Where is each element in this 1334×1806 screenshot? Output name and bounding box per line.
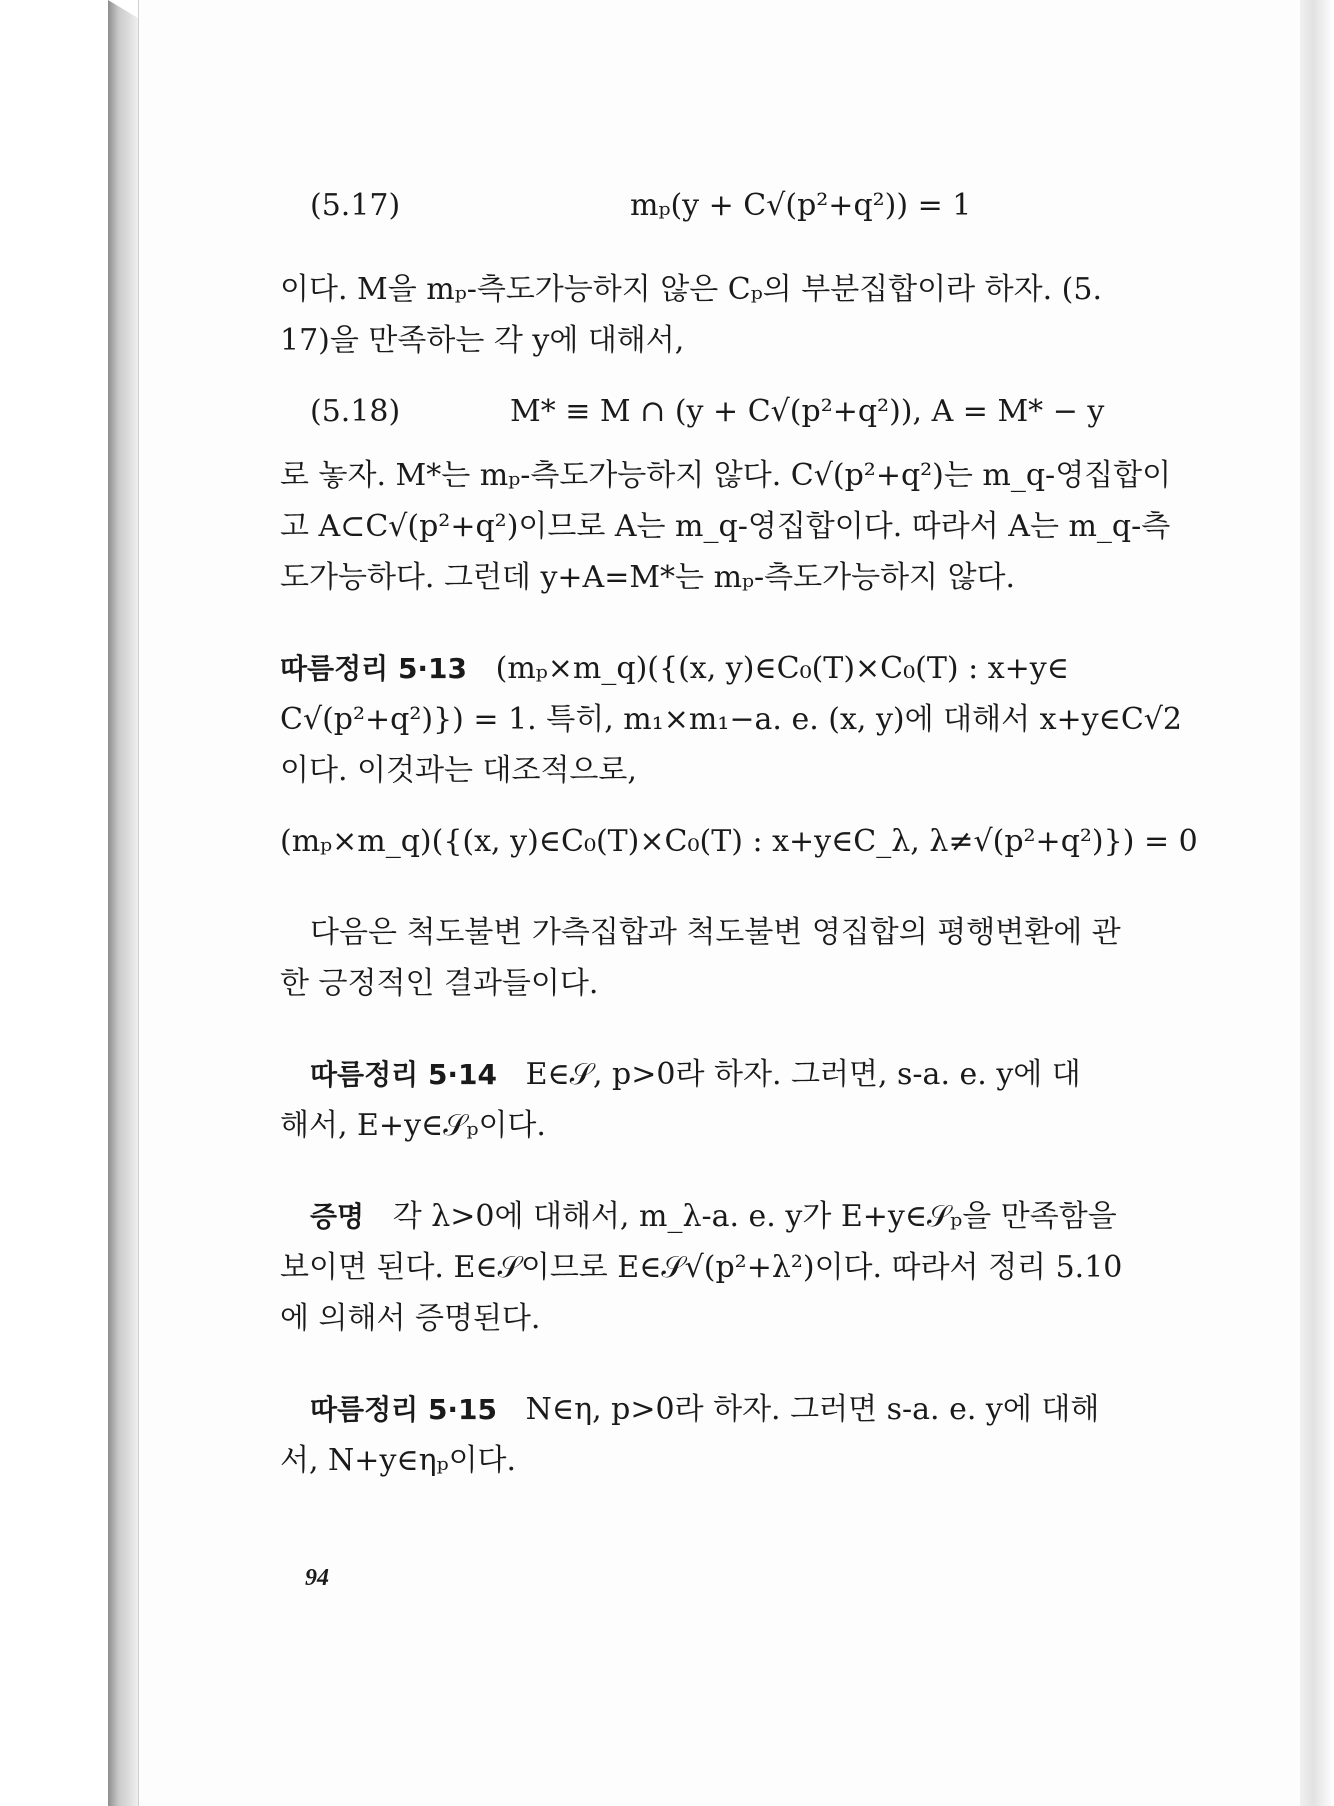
page-number: 94	[305, 1565, 329, 1591]
paragraph-line: 고 A⊂C√(p²+q²)이므로 A는 m_q-영집합이다. 따라서 A는 m_q-측	[280, 509, 1171, 544]
paragraph-line: 이다. M을 mₚ-측도가능하지 않은 Cₚ의 부분집합이라 하자. (5.	[280, 272, 1103, 307]
paragraph-line: 보이면 된다. E∈𝒮이므로 E∈𝒮√(p²+λ²)이다. 따라서 정리 5.10	[280, 1250, 1123, 1285]
corollary-label: 따름정리 5·13	[280, 652, 468, 685]
equation-number: (5.17)	[310, 188, 401, 223]
corollary-label: 따름정리 5·14	[310, 1058, 498, 1091]
proof-label: 증명	[310, 1200, 365, 1233]
display-equation: (mₚ×m_q)({(x, y)∈C₀(T)×C₀(T) : x+y∈C_λ, λ≠√(p²+q²)}) = 0	[280, 824, 1198, 859]
paragraph-line: 이다. 이것과는 대조적으로,	[280, 753, 637, 788]
paragraph-line: 다음은 척도불변 가측집합과 척도불변 영집합의 평행변환에 관	[310, 915, 1121, 950]
corollary-text: N∈η, p>0라 하자. 그러면 s-a. e. y에 대해	[525, 1392, 1100, 1427]
page-content	[280, 180, 1198, 1486]
corollary-text: (mₚ×m_q)({(x, y)∈C₀(T)×C₀(T) : x+y∈	[495, 651, 1069, 686]
corollary-5-15-line	[280, 1384, 1180, 1435]
proof-line	[280, 1191, 1180, 1242]
equation-body: mₚ(y + C√(p²+q²)) = 1	[630, 188, 972, 223]
paragraph-line: 서, N+y∈ηₚ이다.	[280, 1443, 517, 1478]
paragraph-line: 에 의해서 증명된다.	[280, 1301, 541, 1336]
paragraph-line: C√(p²+q²)}) = 1. 특히, m₁×m₁−a. e. (x, y)에 대해서 x+y∈C√2	[280, 702, 1182, 737]
paragraph-line: 로 놓자. M*는 mₚ-측도가능하지 않다. C√(p²+q²)는 m_q-영집합이	[280, 458, 1172, 493]
corollary-5-14-line	[280, 1049, 1180, 1100]
proof-text: 각 λ>0에 대해서, m_λ-a. e. y가 E+y∈𝒮ₚ을 만족함을	[392, 1199, 1117, 1234]
paragraph-line: 한 긍정적인 결과들이다.	[280, 966, 599, 1001]
corollary-text: E∈𝒮, p>0라 하자. 그러면, s-a. e. y에 대	[525, 1057, 1081, 1092]
corollary-5-13-line	[280, 643, 1180, 694]
paragraph-line: 해서, E+y∈𝒮ₚ이다.	[280, 1108, 546, 1143]
paragraph-line: 도가능하다. 그런데 y+A=M*는 mₚ-측도가능하지 않다.	[280, 560, 1016, 595]
equation-number: (5.18)	[310, 394, 401, 429]
equation-5-18	[280, 386, 1180, 450]
equation-5-17	[280, 180, 1180, 244]
corollary-label: 따름정리 5·15	[310, 1393, 498, 1426]
book-spine	[108, 0, 138, 1806]
page-edge-shadow	[1300, 0, 1334, 1806]
equation-body: M* ≡ M ∩ (y + C√(p²+q²)), A = M* − y	[510, 394, 1105, 429]
paragraph-line: 17)을 만족하는 각 y에 대해서,	[280, 323, 685, 358]
